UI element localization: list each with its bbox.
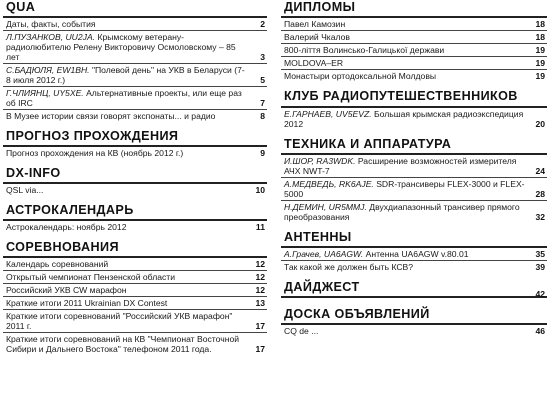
toc-entry[interactable] (281, 178, 547, 201)
right-section-1 (281, 89, 547, 130)
section-title: DX-INFO (3, 166, 267, 184)
entry-title: Краткие итоги 2011 Ukrainian DX Contest (6, 298, 168, 308)
toc-entry[interactable] (3, 333, 267, 355)
entry-text (3, 87, 267, 109)
entry-text (281, 31, 547, 43)
entry-text (3, 147, 267, 159)
section-title: QUA (3, 0, 267, 18)
entry-page-number: 19 (535, 45, 545, 55)
entry-page-number: 18 (535, 32, 545, 42)
entry-text (281, 178, 547, 200)
entry-text (281, 155, 547, 177)
entry-author: Г.ЧЛИЯНЦ, UY5XE. (6, 88, 84, 98)
section-gap (281, 82, 547, 89)
entry-page-number: 19 (535, 71, 545, 81)
entry-text (3, 221, 267, 233)
toc-entry[interactable] (281, 31, 547, 44)
entry-title: Большая крымская радиоэкспедиция 2012 (284, 109, 524, 129)
entry-author: Л.ПУЗАНКОВ, UU2JA. (6, 32, 96, 42)
entry-title: Астрокалендарь: ноябрь 2012 (6, 222, 127, 232)
entry-page-number: 19 (535, 58, 545, 68)
section-gap (3, 233, 267, 240)
left-section-3 (3, 203, 267, 233)
toc-entry[interactable] (3, 147, 267, 159)
entry-title: Открытый чемпионат Пензенской области (6, 272, 176, 282)
entry-text (281, 248, 547, 260)
entry-page-number: 12 (255, 272, 265, 282)
entry-page-number: 17 (255, 321, 265, 331)
entry-title: Валерий Чкалов (284, 32, 350, 42)
toc-entry[interactable] (3, 221, 267, 233)
section-title: КЛУБ РАДИОПУТЕШЕСТВЕННИКОВ (281, 89, 547, 108)
toc-entry[interactable] (281, 289, 547, 300)
entry-text (281, 201, 547, 223)
entry-page-number: 32 (535, 212, 545, 222)
entry-author: Е.ГАРНАЕВ, UV5EVZ. (284, 109, 372, 119)
toc-entry[interactable] (281, 18, 547, 31)
section-gap (281, 300, 547, 307)
entry-text (281, 18, 547, 30)
entry-page-number: 9 (260, 148, 265, 158)
entry-page-number: 13 (255, 298, 265, 308)
entry-text (281, 325, 547, 337)
entry-page-number: 12 (255, 285, 265, 295)
section-title: ДОСКА ОБЪЯВЛЕНИЙ (281, 307, 547, 325)
entry-text (3, 297, 267, 309)
entry-title: Краткие итоги соревнований на КВ "Чемпионат Восточной Сибири и Дальнего Востока" телефоном 2011 года. (6, 334, 240, 354)
right-section-0 (281, 0, 547, 82)
entry-page-number: 28 (535, 189, 545, 199)
entry-text (3, 333, 267, 355)
entry-title: Антенна UA6AGW v.80.01 (365, 249, 469, 259)
entry-page-number: 10 (255, 185, 265, 195)
entry-title: Монастыри ортодоксальной Молдовы (284, 71, 437, 81)
section-gap (3, 159, 267, 166)
toc-entry[interactable] (281, 248, 547, 261)
section-gap (281, 273, 547, 280)
toc-entry[interactable] (3, 87, 267, 110)
entry-title: Двухдиапазонный трансивер прямого преобразования (284, 202, 520, 222)
toc-entry[interactable] (3, 18, 267, 31)
right-section-4 (281, 280, 547, 300)
entry-title: Российский УКВ CW марафон (6, 285, 127, 295)
entry-title: Альтернативные проекты, или еще раз об IRC (6, 88, 242, 108)
entry-text (281, 108, 547, 130)
entry-page-number: 11 (255, 222, 265, 232)
section-title: СОРЕВНОВАНИЯ (3, 240, 267, 258)
entry-text (3, 258, 267, 270)
entry-page-number: 3 (260, 52, 265, 62)
toc-entry[interactable] (3, 297, 267, 310)
section-title: ДИПЛОМЫ (281, 0, 547, 18)
entry-text (281, 298, 547, 300)
entry-title: Расширение возможностей измерителя АЧХ NWT-7 (284, 156, 517, 176)
toc-entry[interactable] (281, 108, 547, 130)
entry-text (281, 44, 547, 56)
entry-text (281, 57, 547, 69)
toc-entry[interactable] (281, 44, 547, 57)
section-gap (281, 130, 547, 137)
entry-text (3, 110, 267, 122)
section-gap (3, 196, 267, 203)
entry-title: Календарь соревнований (6, 259, 109, 269)
entry-page-number: 46 (535, 326, 545, 336)
entry-page-number: 12 (255, 259, 265, 269)
entry-author: А.МЕДВЕДЬ, RK6AJE. (284, 179, 374, 189)
toc-entry[interactable] (3, 310, 267, 333)
toc-entry[interactable] (3, 31, 267, 64)
section-title: ДАЙДЖЕСТ (281, 280, 547, 298)
toc-entry[interactable] (281, 155, 547, 178)
right-section-5 (281, 307, 547, 337)
entry-text (3, 184, 267, 196)
entry-author: Н.ДЕМИН, UR5MMJ. (284, 202, 367, 212)
entry-text (3, 310, 267, 332)
entry-title: QSL via... (6, 185, 44, 195)
right-section-3 (281, 230, 547, 273)
toc-entry[interactable] (281, 57, 547, 70)
entry-title: Краткие итоги соревнований "Российский УКВ марафон" 2011 г. (6, 311, 233, 331)
entry-title: В Музее истории связи говорят экспонаты... и радио (6, 111, 216, 121)
left-section-0 (3, 0, 267, 122)
entry-page-number: 17 (255, 344, 265, 354)
entry-title: MOLDOVA–ER (284, 58, 344, 68)
entry-title: Павел Камозин (284, 19, 346, 29)
section-title: ТЕХНИКА И АППАРАТУРА (281, 137, 547, 155)
left-section-1 (3, 129, 267, 159)
section-title: ПРОГНОЗ ПРОХОЖДЕНИЯ (3, 129, 267, 147)
entry-author: С.БАДЮЛЯ, EW1BH. (6, 65, 90, 75)
entry-title: SDR-трансиверы FLEX-3000 и FLEX-5000 (284, 179, 525, 199)
left-section-4 (3, 240, 267, 355)
entry-title: 800-ліття Волинсько-Галицької держави (284, 45, 445, 55)
toc-entry[interactable] (3, 64, 267, 87)
entry-text (3, 31, 267, 63)
left-column (3, 0, 267, 355)
entry-text (3, 18, 267, 30)
toc-entry[interactable] (3, 184, 267, 196)
left-section-2 (3, 166, 267, 196)
entry-title: "Полевой день" на УКВ в Беларуси (7-8 июля 2012 г.) (6, 65, 245, 85)
entry-title: Прогноз прохождения на КВ (ноябрь 2012 г.) (6, 148, 184, 158)
entry-title: CQ de ... (284, 326, 319, 336)
entry-text (281, 70, 547, 82)
right-section-2 (281, 137, 547, 223)
entry-page-number: 18 (535, 19, 545, 29)
entry-title: Крымскому ветерану-радиолюбителю Релену Викторовичу Осмоловскому – 85 лет (6, 32, 236, 62)
toc-entry[interactable] (281, 261, 547, 273)
entry-page-number: 2 (260, 19, 265, 29)
entry-page-number: 35 (535, 249, 545, 259)
entry-page-number: 7 (260, 98, 265, 108)
toc-entry[interactable] (3, 284, 267, 297)
entry-text (3, 271, 267, 283)
entry-text (3, 64, 267, 86)
toc-entry[interactable] (3, 258, 267, 271)
toc-entry[interactable] (281, 325, 547, 337)
right-column (281, 0, 547, 337)
entry-title: Так какой же должен быть КСВ? (284, 262, 414, 272)
toc-entry[interactable] (3, 271, 267, 284)
entry-page-number: 39 (535, 262, 545, 272)
entry-page-number: 42 (535, 289, 545, 299)
entry-page-number: 24 (535, 166, 545, 176)
toc-entry[interactable] (281, 201, 547, 223)
entry-text (281, 261, 547, 273)
entry-text (3, 284, 267, 296)
entry-author: И.ШОР, RA3WDK. (284, 156, 356, 166)
toc-entry[interactable] (281, 70, 547, 82)
section-title: АНТЕННЫ (281, 230, 547, 248)
toc-entry[interactable] (3, 110, 267, 122)
entry-page-number: 8 (260, 111, 265, 121)
entry-page-number: 5 (260, 75, 265, 85)
section-gap (3, 122, 267, 129)
entry-author: А.Грачев, UA6AGW. (284, 249, 364, 259)
section-gap (281, 223, 547, 230)
section-title: АСТРОКАЛЕНДАРЬ (3, 203, 267, 221)
entry-title: Даты, факты, события (6, 19, 96, 29)
entry-page-number: 20 (535, 119, 545, 129)
